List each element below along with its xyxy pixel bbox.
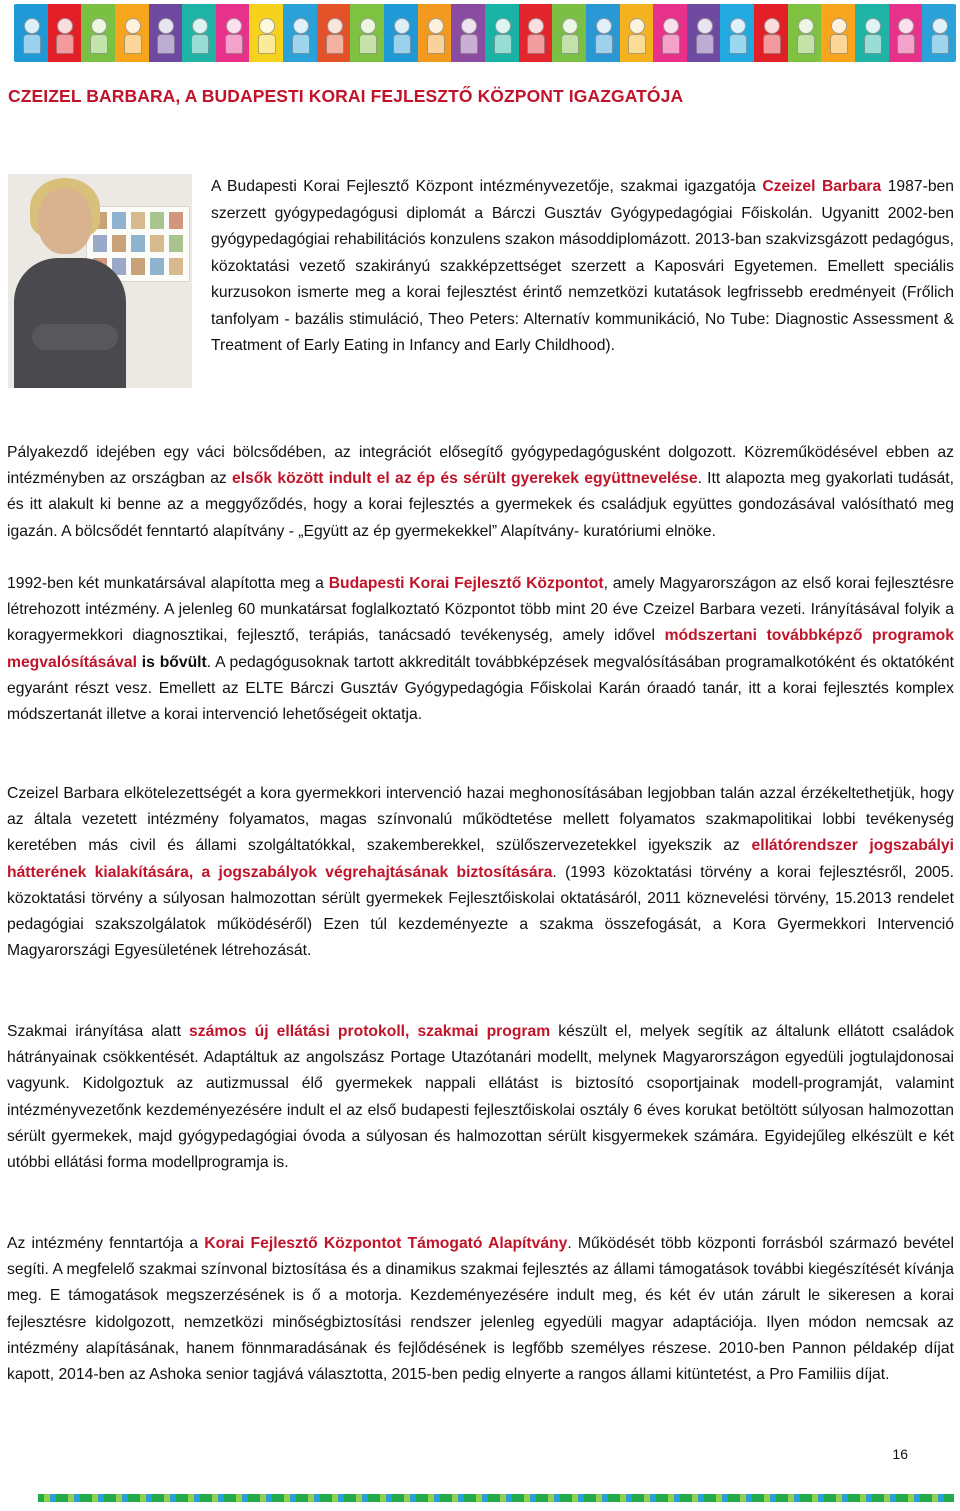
text-run: . Működését több központi forrásból származó bevétel segíti. A megfelelő szakmai színvonal biztosítása és a dinamikus szakmai fejlesztés az állami támogatások további kiegészítését kívánja meg. E támogatások megszerzésének is ő a motorja. Kezdeményezésére indult meg, és két év után zárult le sikeresen a korai fejlesztésre kidolgozott, nemzetközi minőségbiztosítási rendszer jelenleg egyedüli magyar adaptációja. Ilyen módon nemcsak az intézmény alapításának, hanem fönnmaradásának és fejlődésének is legfőbb személyes részese. 2010-ben Pannon példakép díjat kapott, 2014-ben az Ashoka senior tagjává választotta, 2015-ben pedig elnyerte a rangos állami kitüntetést, a Pro Familiis díjat. [7,1235,954,1384]
banner-figure-tile [384,4,418,62]
figure-body-icon [359,34,377,54]
figure-body-icon [393,34,411,54]
paragraph-commitment [7,781,954,964]
paragraph-founding [7,571,954,728]
figure-body-icon [494,34,512,54]
figure-head-icon [865,18,881,34]
paragraph-protocols [7,1019,954,1176]
decorative-banner [14,4,956,62]
figure-head-icon [158,18,174,34]
text-run: A Budapesti Korai Fejlesztő Központ intézményvezetője, szakmai igazgatója [211,178,763,195]
banner-figure-tile [821,4,855,62]
text-run: , amely Magyarországon az első korai fejlesztésre létrehozott intézmény. A jelenleg 60 munkatársat foglalkoztató Központot több mint 20 éve Czeizel Barbara vezeti. Irányításával folyik a koragyermekkori diagnosztikai, fejlesztő, terápiás, tanácsadó tevékenység, amely idővel [7,575,954,645]
figure-head-icon [798,18,814,34]
wall-photo [112,212,126,229]
page-number: 16 [892,1446,908,1462]
figure-body-icon [90,34,108,54]
figure-body-icon [595,34,613,54]
figure-body-icon [326,34,344,54]
figure-body-icon [797,34,815,54]
text-run: Az intézmény fenntartója a [7,1235,205,1252]
wall-photo [150,235,164,252]
banner-figure-tile [922,4,956,62]
banner-figure-tile [889,4,923,62]
wall-photo [169,212,183,229]
footer-bar [38,1494,954,1502]
banner-figure-tile [249,4,283,62]
banner-figure-tile [586,4,620,62]
highlighted-text: ellátórendszer jogszabályi hátterének kialakítására, a jogszabályok végrehajtásának biztosítására [7,837,954,881]
highlighted-text: Czeizel Barbara [762,178,882,195]
figure-body-icon [56,34,74,54]
banner-figure-tile [350,4,384,62]
text-run: . Itt alapozta meg gyakorlati tudását, és itt alakult ki benne az a meggyőződés, hogy a korai fejlesztés a gyermekek és családjuk együttes gondozásával valósítható meg igazán. A bölcsődét fenntartó alapítvány - „Együtt az ép gyermekekkel” Alapítvány- kuratóriumi elnöke. [7,470,954,540]
figure-head-icon [192,18,208,34]
figure-head-icon [697,18,713,34]
highlighted-text: Budapesti Korai Fejlesztő Központot [328,575,604,592]
highlighted-text: számos új ellátási protokoll, szakmai program [189,1023,551,1040]
figure-body-icon [864,34,882,54]
figure-head-icon [629,18,645,34]
figure-head-icon [528,18,544,34]
banner-figure-tile [788,4,822,62]
figure-head-icon [327,18,343,34]
banner-figure-tile [317,4,351,62]
figure-head-icon [898,18,914,34]
banner-figure-tile [519,4,553,62]
text-run: készült el, melyek segítik az általunk ellátott családok hátrányainak csökkentését. Adaptáltuk az angolszász Portage Utazótanári modellt, melynek Magyarországon egyedüli jogtulajdonosai vagyunk. Kidolgoztuk az autizmussal élő gyermekek nappali ellátást is biztosító csoportjainak modell-programját, valamint intézményvezetőnk kezdeményezésére indult el az első budapesti fejlesztőiskolai osztály 6 éves korukat betöltött súlyosan halmozottan sérült gyermekek, majd gyógypedagógiai óvoda a súlyosan és halmozottan sérült kisgyermekek számára. Egyidejűleg elkészült e két utóbbi ellátási forma modellprogramja is. [7,1023,954,1172]
banner-figure-tile [216,4,250,62]
banner-figure-tile [283,4,317,62]
wall-photo [131,235,145,252]
wall-photo [93,235,107,252]
wall-photo [112,235,126,252]
text-run: 1987-ben szerzett gyógypedagógusi diplomát a Bárczi Gusztáv Gyógypedagógiai Főiskolán. Ugyanitt 2002-ben gyógypedagógiai rehabilitációs konzulens szakon másoddiplomázott. 2013-ban szakvizsgázott pedagógus, közoktatási vezető szakirányú szakképzettséget szerzett a Kaposvári Egyetemen. Emellett speciális kurzusokon ismerte meg a korai fejlesztést érintő nemzetközi kutatások legfrissebb eredményeit (Frőlich tanfolyam - bazális stimuláció, Theo Peters: Alternatív kommunikáció, No Tube: Diagnostic Assessment & Treatment of Early Eating in Infancy and Early Childhood). [211,178,955,354]
figure-head-icon [461,18,477,34]
figure-body-icon [157,34,175,54]
banner-figure-tile [14,4,48,62]
figure-body-icon [729,34,747,54]
figure-head-icon [596,18,612,34]
figure-body-icon [830,34,848,54]
text-run: Pályakezdő idejében egy váci bölcsődében, az integrációt elősegítő gyógypedagógusként dolgozott. Közreműködésével ebben az intézményben az országban az [7,444,954,488]
banner-figure-tile [552,4,586,62]
figure-body-icon [662,34,680,54]
wall-photo [150,212,164,229]
figure-body-icon [225,34,243,54]
banner-figure-tile [182,4,216,62]
banner-figure-tile [485,4,519,62]
figure-head-icon [764,18,780,34]
figure-body-icon [763,34,781,54]
intro-paragraph [211,174,954,360]
figure-body-icon [527,34,545,54]
figure-head-icon [259,18,275,34]
text-run: Czeizel Barbara elkötelezettségét a kora gyermekkori intervenció hazai meghonosításában legjobban talán azzal érzékeltethetjük, hogy az általa vezetett intézmény folyamatos, magas színvonalú működtetése mellett folyamatos szakmapolitikai lobbi tevékenység keretében más civil és állami szolgáltatókkal, szakemberekkel, szülőszervezetekkel igyekszik az [7,785,954,855]
figure-head-icon [91,18,107,34]
text-run: Szakmai irányítása alatt [7,1023,190,1040]
figure-head-icon [293,18,309,34]
banner-figure-tile [855,4,889,62]
figure-head-icon [428,18,444,34]
portrait-photo [8,174,192,388]
photo-face [38,188,92,254]
wall-photo [169,235,183,252]
figure-head-icon [226,18,242,34]
figure-head-icon [495,18,511,34]
highlighted-text: elsők között indult el az ép és sérült gyerekek együttnevelése [232,470,698,488]
banner-figure-tile [451,4,485,62]
banner-figure-tile [48,4,82,62]
figure-body-icon [191,34,209,54]
text-run: 1992-ben két munkatársával alapította meg a [7,575,329,592]
photo-torso [14,258,126,388]
banner-figure-tile [81,4,115,62]
figure-body-icon [628,34,646,54]
text-run: . (1993 közoktatási törvény a korai fejlesztésről, 2005. közoktatási törvény a súlyosan halmozottan sérült gyermekek Fejlesztőiskolai oktatásáról, 2011 köznevelési törvény, 15.2013 rendelet pedagógiai szakszolgálatok működéséről) Ezen túl kezdeményezte a szakma összefogását, a Kora Gyermekkori Intervenció Magyarországi Egyesületének létrehozását. [7,863,954,960]
banner-figure-tile [687,4,721,62]
figure-body-icon [427,34,445,54]
banner-figure-tile [653,4,687,62]
figure-head-icon [360,18,376,34]
figure-body-icon [696,34,714,54]
wall-photo [169,258,183,275]
page-title: CZEIZEL BARBARA, A BUDAPESTI KORAI FEJLESZTŐ KÖZPONT IGAZGATÓJA [8,86,684,106]
banner-figure-tile [115,4,149,62]
figure-head-icon [24,18,40,34]
figure-head-icon [730,18,746,34]
figure-head-icon [562,18,578,34]
figure-head-icon [831,18,847,34]
figure-body-icon [292,34,310,54]
wall-photo [131,258,145,275]
paragraph-career-start [7,440,954,545]
highlighted-text: módszertani továbbképző programok megvalósításával [7,627,954,671]
figure-head-icon [57,18,73,34]
wall-photo [131,212,145,229]
banner-figure-tile [418,4,452,62]
figure-body-icon [561,34,579,54]
banner-figure-tile [149,4,183,62]
figure-head-icon [932,18,948,34]
wall-photo [150,258,164,275]
figure-body-icon [124,34,142,54]
text-run: is bővült [141,653,207,671]
figure-body-icon [897,34,915,54]
highlighted-text: Korai Fejlesztő Központot Támogató Alapítvány [204,1235,568,1252]
figure-body-icon [931,34,949,54]
figure-body-icon [460,34,478,54]
figure-head-icon [663,18,679,34]
figure-body-icon [258,34,276,54]
banner-figure-tile [720,4,754,62]
banner-figure-tile [754,4,788,62]
banner-figure-tile [620,4,654,62]
figure-head-icon [394,18,410,34]
photo-folded-arms [32,324,118,350]
text-run: . A pedagógusoknak tartott akkreditált továbbképzések megvalósításában programalkotóként és oktatóként egyaránt részt vesz. Emellett az ELTE Bárczi Gusztáv Gyógypedagógia Főiskolai Karán óraadó tanár, itt a korai fejlesztés komplex módszertanát illetve a korai intervenció lehetőségeit oktatja. [7,653,954,724]
figure-head-icon [125,18,141,34]
figure-body-icon [23,34,41,54]
paragraph-funding [7,1231,954,1388]
